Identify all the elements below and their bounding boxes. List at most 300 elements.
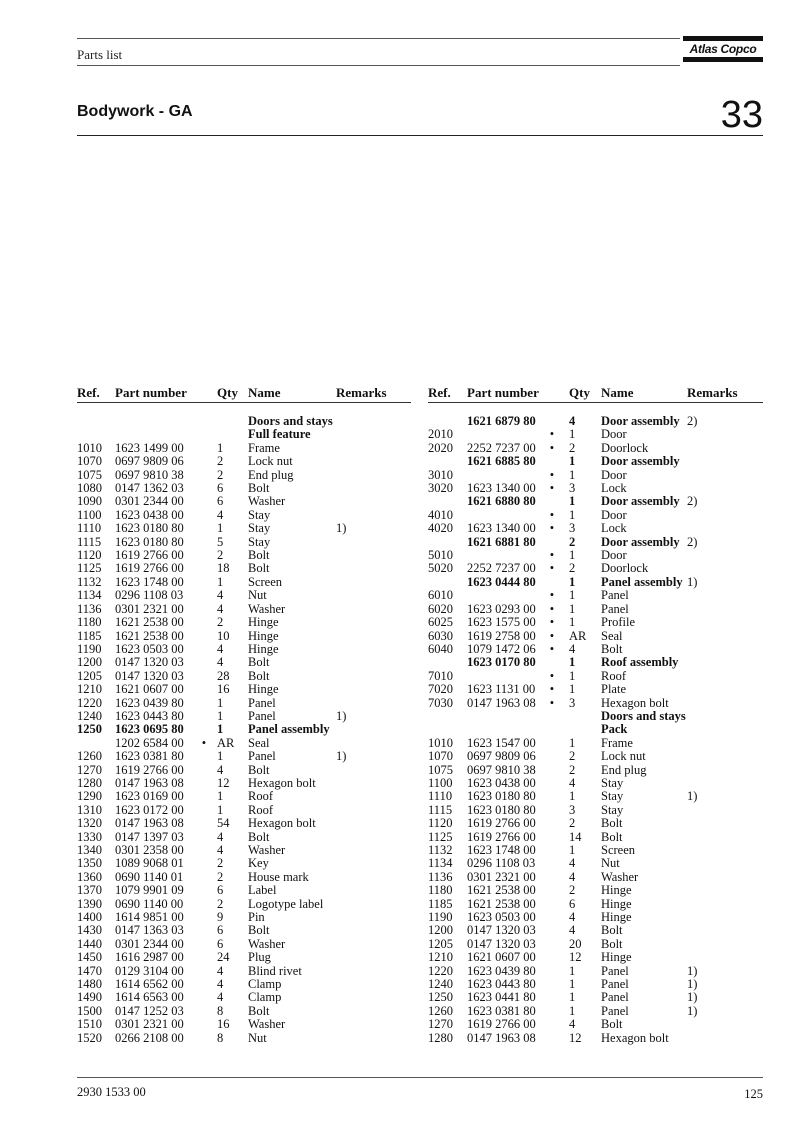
part-number-cell: 0301 2358 00 bbox=[115, 843, 184, 857]
table-row bbox=[428, 991, 763, 1004]
name-cell: Hexagon bolt bbox=[601, 695, 669, 710]
ref-cell: 6020 bbox=[428, 601, 453, 616]
part-number-cell: 1623 1340 00 bbox=[467, 481, 536, 496]
name-cell: Nut bbox=[248, 1030, 267, 1045]
qty-cell: 8 bbox=[217, 1003, 224, 1018]
qty-cell: 54 bbox=[217, 816, 230, 831]
part-number-cell: 1619 2766 00 bbox=[467, 816, 536, 831]
ref-cell: 1110 bbox=[77, 521, 102, 536]
name-cell: Hinge bbox=[601, 910, 632, 925]
ref-cell: 1134 bbox=[77, 588, 102, 603]
table-row bbox=[77, 509, 411, 522]
name-cell: Hinge bbox=[248, 628, 279, 643]
ref-cell: 3020 bbox=[428, 481, 453, 496]
header-rule-top bbox=[77, 38, 680, 39]
part-number-cell: 1623 0441 80 bbox=[467, 990, 536, 1005]
ref-cell: 1110 bbox=[428, 789, 453, 804]
qty-cell: 1 bbox=[569, 735, 576, 750]
part-number-cell: 2252 7237 00 bbox=[467, 561, 536, 576]
brand-logo bbox=[683, 36, 763, 66]
table-row bbox=[428, 844, 763, 857]
part-number-cell: 1079 9901 09 bbox=[115, 883, 184, 898]
table-row bbox=[428, 710, 763, 723]
ref-cell: 1200 bbox=[77, 655, 102, 670]
part-number-cell: 1619 2766 00 bbox=[467, 1017, 536, 1032]
qty-cell: 1 bbox=[569, 454, 576, 469]
qty-cell: 2 bbox=[217, 856, 224, 871]
part-number-cell: 0147 1320 03 bbox=[115, 655, 184, 670]
qty-cell: 12 bbox=[569, 1030, 582, 1045]
part-number-cell: 1621 2538 00 bbox=[115, 615, 184, 630]
qty-cell: 12 bbox=[569, 950, 582, 965]
name-cell: Hexagon bolt bbox=[601, 1030, 669, 1045]
table-row bbox=[77, 1018, 411, 1031]
ref-cell: 7030 bbox=[428, 695, 453, 710]
col-header-ref: Ref. bbox=[77, 385, 100, 400]
ref-cell: 1220 bbox=[77, 695, 102, 710]
part-number-cell: 1623 1547 00 bbox=[467, 735, 536, 750]
table-row bbox=[428, 576, 763, 589]
table-row bbox=[428, 683, 763, 696]
table-row bbox=[428, 978, 763, 991]
qty-cell: 4 bbox=[217, 601, 224, 616]
name-cell: Roof assembly bbox=[601, 655, 679, 670]
part-number-cell: 0147 1320 03 bbox=[115, 668, 184, 683]
ref-cell: 6010 bbox=[428, 588, 453, 603]
ref-cell: 1075 bbox=[428, 762, 453, 777]
subassembly-bullet: • bbox=[549, 507, 555, 522]
table-row bbox=[428, 603, 763, 616]
ref-cell: 1136 bbox=[428, 869, 453, 884]
table-row bbox=[77, 536, 411, 549]
table-header bbox=[77, 385, 411, 400]
table-row bbox=[77, 415, 411, 428]
remarks-cell: 1) bbox=[687, 977, 698, 992]
part-number-cell: 0690 1140 01 bbox=[115, 869, 184, 884]
table-row bbox=[428, 589, 763, 602]
name-cell: Stay bbox=[601, 802, 624, 817]
page-title: Bodywork - GA bbox=[77, 103, 193, 120]
table-row bbox=[428, 804, 763, 817]
subassembly-bullet: • bbox=[549, 615, 555, 630]
part-number-cell: 1619 2766 00 bbox=[115, 548, 184, 563]
name-cell: Bolt bbox=[248, 923, 270, 938]
qty-cell: 4 bbox=[217, 843, 224, 857]
name-cell: Washer bbox=[248, 843, 286, 857]
ref-cell: 1220 bbox=[428, 963, 453, 978]
table-body bbox=[77, 415, 411, 1045]
ref-cell: 1080 bbox=[77, 481, 102, 496]
table-row bbox=[428, 643, 763, 656]
qty-cell: 28 bbox=[217, 668, 230, 683]
table-row bbox=[77, 978, 411, 991]
subassembly-bullet: • bbox=[549, 588, 555, 603]
part-number-cell: 1623 0180 80 bbox=[115, 534, 184, 549]
qty-cell: 2 bbox=[217, 454, 224, 469]
part-number-cell: 1623 1131 00 bbox=[467, 682, 536, 697]
name-cell: Bolt bbox=[601, 641, 623, 656]
qty-cell: 1 bbox=[217, 722, 224, 737]
table-row bbox=[77, 817, 411, 830]
table-row bbox=[77, 1005, 411, 1018]
qty-cell: 1 bbox=[569, 548, 576, 563]
qty-cell: 5 bbox=[217, 534, 224, 549]
ref-cell: 1205 bbox=[428, 936, 453, 951]
name-cell: Label bbox=[248, 883, 277, 898]
part-number-cell: 1621 0607 00 bbox=[115, 682, 184, 697]
part-number-cell: 0690 1140 00 bbox=[115, 896, 184, 911]
col-header-part-number: Part number bbox=[115, 385, 187, 400]
name-cell: Washer bbox=[248, 601, 286, 616]
qty-cell: 4 bbox=[217, 829, 224, 844]
subassembly-bullet: • bbox=[549, 682, 555, 697]
ref-cell: 1310 bbox=[77, 802, 102, 817]
ref-cell: 1125 bbox=[77, 561, 102, 576]
table-row bbox=[428, 455, 763, 468]
part-number-cell: 1623 0439 80 bbox=[467, 963, 536, 978]
name-cell: Washer bbox=[248, 494, 286, 509]
qty-cell: 4 bbox=[217, 990, 224, 1005]
qty-cell: 1 bbox=[217, 749, 224, 764]
qty-cell: 4 bbox=[217, 507, 224, 522]
ref-cell: 2020 bbox=[428, 440, 453, 455]
remarks-cell: 1) bbox=[687, 963, 698, 978]
name-cell: Doorlock bbox=[601, 561, 649, 576]
name-cell: Lock nut bbox=[248, 454, 293, 469]
ref-cell: 1120 bbox=[428, 816, 453, 831]
part-number-cell: 0296 1108 03 bbox=[467, 856, 536, 871]
table-row bbox=[77, 898, 411, 911]
name-cell: House mark bbox=[248, 869, 309, 884]
part-number-cell: 1621 6880 80 bbox=[467, 494, 536, 509]
part-number-cell: 1623 0381 80 bbox=[115, 749, 184, 764]
part-number-cell: 0147 1320 03 bbox=[467, 923, 536, 938]
part-number-cell: 1621 6881 80 bbox=[467, 534, 536, 549]
header-rule-bottom bbox=[77, 65, 680, 66]
qty-cell: 2 bbox=[569, 440, 576, 455]
table-row bbox=[428, 764, 763, 777]
qty-cell: 3 bbox=[569, 695, 576, 710]
part-number-cell: 0301 2344 00 bbox=[115, 936, 184, 951]
ref-cell: 1134 bbox=[428, 856, 453, 871]
subassembly-bullet: • bbox=[549, 467, 555, 482]
part-number-cell: 1623 0438 00 bbox=[115, 507, 184, 522]
qty-cell: 2 bbox=[217, 548, 224, 563]
part-number-cell: 1079 1472 06 bbox=[467, 641, 536, 656]
table-row bbox=[428, 522, 763, 535]
table-row bbox=[428, 442, 763, 455]
qty-cell: 4 bbox=[217, 641, 224, 656]
name-cell: Washer bbox=[248, 1017, 286, 1032]
ref-cell: 1350 bbox=[77, 856, 102, 871]
part-number-cell: 2252 7237 00 bbox=[467, 440, 536, 455]
table-header bbox=[428, 385, 763, 400]
ref-cell: 1500 bbox=[77, 1003, 102, 1018]
name-cell: Hinge bbox=[248, 682, 279, 697]
ref-cell: 1115 bbox=[428, 802, 453, 817]
name-cell: Door bbox=[601, 507, 627, 522]
subassembly-bullet: • bbox=[549, 548, 555, 563]
qty-cell: 4 bbox=[569, 869, 576, 884]
ref-cell: 6030 bbox=[428, 628, 453, 643]
part-number-cell: 1619 2758 00 bbox=[467, 628, 536, 643]
table-row bbox=[77, 495, 411, 508]
table-row bbox=[77, 670, 411, 683]
table-row bbox=[77, 844, 411, 857]
name-cell: Washer bbox=[601, 869, 639, 884]
table-row bbox=[77, 442, 411, 455]
col-header-qty: Qty bbox=[569, 385, 590, 400]
qty-cell: 20 bbox=[569, 936, 582, 951]
subassembly-bullet: • bbox=[549, 668, 555, 683]
ref-cell: 1090 bbox=[77, 494, 102, 509]
qty-cell: 1 bbox=[569, 494, 576, 509]
table-row bbox=[77, 482, 411, 495]
subassembly-bullet: • bbox=[549, 561, 555, 576]
qty-cell: 4 bbox=[217, 977, 224, 992]
name-cell: Panel bbox=[601, 601, 629, 616]
name-cell: Screen bbox=[601, 843, 636, 857]
name-cell: Stay bbox=[248, 521, 271, 536]
table-row bbox=[428, 1032, 763, 1045]
table-row bbox=[77, 831, 411, 844]
qty-cell: 3 bbox=[569, 481, 576, 496]
name-cell: Panel bbox=[601, 1003, 629, 1018]
qty-cell: 2 bbox=[217, 869, 224, 884]
brand-logo-text: Atlas Copco bbox=[689, 42, 757, 56]
part-number-cell: 0147 1963 08 bbox=[115, 816, 184, 831]
part-number-cell: 1623 0439 80 bbox=[115, 695, 184, 710]
ref-cell: 6025 bbox=[428, 615, 453, 630]
name-cell: Bolt bbox=[601, 829, 623, 844]
table-row bbox=[428, 723, 763, 736]
part-number-cell: 1623 1748 00 bbox=[115, 574, 184, 589]
qty-cell: 8 bbox=[217, 1030, 224, 1045]
title-rule bbox=[77, 135, 763, 136]
table-row bbox=[77, 469, 411, 482]
table-row bbox=[428, 951, 763, 964]
ref-cell: 1430 bbox=[77, 923, 102, 938]
name-cell: Pack bbox=[601, 722, 628, 737]
table-row bbox=[77, 804, 411, 817]
name-cell: Panel assembly bbox=[601, 574, 683, 589]
part-number-cell: 0301 2344 00 bbox=[115, 494, 184, 509]
table-row bbox=[77, 951, 411, 964]
qty-cell: 1 bbox=[569, 574, 576, 589]
subassembly-bullet: • bbox=[549, 427, 555, 442]
parts-table-left bbox=[77, 385, 411, 1045]
qty-cell: 3 bbox=[569, 521, 576, 536]
part-number-cell: 1623 1748 00 bbox=[467, 843, 536, 857]
name-cell: Nut bbox=[248, 588, 267, 603]
name-cell: Panel bbox=[248, 749, 276, 764]
table-row bbox=[428, 670, 763, 683]
qty-cell: 6 bbox=[217, 923, 224, 938]
table-body bbox=[428, 415, 763, 1045]
part-number-cell: 0697 9810 38 bbox=[467, 762, 536, 777]
qty-cell: 4 bbox=[569, 910, 576, 925]
name-cell: End plug bbox=[601, 762, 647, 777]
table-row bbox=[428, 549, 763, 562]
qty-cell: 2 bbox=[217, 467, 224, 482]
ref-cell: 1190 bbox=[77, 641, 102, 656]
qty-cell: 1 bbox=[569, 668, 576, 683]
ref-cell: 1100 bbox=[77, 507, 102, 522]
ref-cell: 1200 bbox=[428, 923, 453, 938]
table-row bbox=[77, 603, 411, 616]
qty-cell: 2 bbox=[217, 896, 224, 911]
remarks-cell: 1) bbox=[687, 574, 698, 589]
ref-cell: 1185 bbox=[77, 628, 102, 643]
part-number-cell: 1623 0180 80 bbox=[115, 521, 184, 536]
name-cell: Hexagon bolt bbox=[248, 775, 316, 790]
part-number-cell: 0147 1363 03 bbox=[115, 923, 184, 938]
name-cell: Bolt bbox=[601, 816, 623, 831]
table-row bbox=[77, 924, 411, 937]
name-cell: Door assembly bbox=[601, 414, 680, 428]
part-number-cell: 1623 0503 00 bbox=[115, 641, 184, 656]
ref-cell: 1360 bbox=[77, 869, 102, 884]
ref-cell: 1070 bbox=[77, 454, 102, 469]
part-number-cell: 1614 9851 00 bbox=[115, 910, 184, 925]
table-row bbox=[428, 616, 763, 629]
table-row bbox=[428, 482, 763, 495]
table-row bbox=[77, 576, 411, 589]
part-number-cell: 1623 0293 00 bbox=[467, 601, 536, 616]
qty-cell: 14 bbox=[569, 829, 582, 844]
table-row bbox=[77, 710, 411, 723]
table-row bbox=[77, 549, 411, 562]
qty-cell: 1 bbox=[569, 588, 576, 603]
name-cell: Hexagon bolt bbox=[248, 816, 316, 831]
name-cell: Plate bbox=[601, 682, 626, 697]
name-cell: Stay bbox=[601, 789, 624, 804]
table-row bbox=[77, 790, 411, 803]
name-cell: Logotype label bbox=[248, 896, 324, 911]
part-number-cell: 0697 9809 06 bbox=[467, 749, 536, 764]
name-cell: Lock nut bbox=[601, 749, 646, 764]
ref-cell: 1400 bbox=[77, 910, 102, 925]
ref-cell: 1250 bbox=[77, 722, 102, 737]
ref-cell: 1210 bbox=[77, 682, 102, 697]
qty-cell: 1 bbox=[569, 615, 576, 630]
name-cell: Profile bbox=[601, 615, 636, 630]
name-cell: Screen bbox=[248, 574, 283, 589]
name-cell: Panel bbox=[601, 588, 629, 603]
part-number-cell: 1621 6885 80 bbox=[467, 454, 536, 469]
name-cell: Hinge bbox=[248, 641, 279, 656]
qty-cell: 2 bbox=[569, 762, 576, 777]
name-cell: Lock bbox=[601, 481, 627, 496]
part-number-cell: 1619 2766 00 bbox=[115, 561, 184, 576]
col-header-part-number: Part number bbox=[467, 385, 539, 400]
qty-cell: AR bbox=[217, 735, 235, 750]
part-number-cell: 1619 2766 00 bbox=[115, 762, 184, 777]
table-row bbox=[77, 589, 411, 602]
remarks-cell: 2) bbox=[687, 414, 698, 428]
ref-cell: 1270 bbox=[428, 1017, 453, 1032]
ref-cell: 1470 bbox=[77, 963, 102, 978]
name-cell: Doorlock bbox=[601, 440, 649, 455]
table-row bbox=[77, 764, 411, 777]
qty-cell: 1 bbox=[569, 427, 576, 442]
table-row bbox=[77, 522, 411, 535]
qty-cell: 1 bbox=[569, 507, 576, 522]
table-row bbox=[428, 415, 763, 428]
name-cell: Clamp bbox=[248, 977, 282, 992]
table-row bbox=[77, 616, 411, 629]
name-cell: Bolt bbox=[248, 561, 270, 576]
part-number-cell: 0147 1320 03 bbox=[467, 936, 536, 951]
table-row bbox=[77, 656, 411, 669]
table-row bbox=[77, 455, 411, 468]
table-row bbox=[77, 562, 411, 575]
part-number-cell: 0697 9810 38 bbox=[115, 467, 184, 482]
qty-cell: 18 bbox=[217, 561, 230, 576]
part-number-cell: 0129 3104 00 bbox=[115, 963, 184, 978]
name-cell: Panel bbox=[601, 963, 629, 978]
table-row bbox=[77, 737, 411, 750]
part-number-cell: 0266 2108 00 bbox=[115, 1030, 184, 1045]
part-number-cell: 1623 0443 80 bbox=[467, 977, 536, 992]
table-row bbox=[77, 871, 411, 884]
name-cell: Bolt bbox=[601, 936, 623, 951]
subassembly-bullet: • bbox=[549, 695, 555, 710]
subassembly-bullet: • bbox=[549, 628, 555, 643]
part-number-cell: 0147 1397 03 bbox=[115, 829, 184, 844]
ref-cell: 1010 bbox=[428, 735, 453, 750]
name-cell: Hinge bbox=[601, 950, 632, 965]
table-row bbox=[77, 643, 411, 656]
qty-cell: 6 bbox=[217, 883, 224, 898]
name-cell: Panel bbox=[601, 977, 629, 992]
name-cell: Stay bbox=[601, 775, 624, 790]
document-number: 2930 1533 00 bbox=[77, 1085, 146, 1099]
remarks-cell: 2) bbox=[687, 534, 698, 549]
name-cell: Clamp bbox=[248, 990, 282, 1005]
ref-cell: 1120 bbox=[77, 548, 102, 563]
qty-cell: 1 bbox=[217, 440, 224, 455]
name-cell: Hinge bbox=[601, 883, 632, 898]
qty-cell: 6 bbox=[217, 936, 224, 951]
section-number: 33 bbox=[720, 94, 763, 136]
part-number-cell: 1621 2538 00 bbox=[467, 883, 536, 898]
table-row bbox=[428, 469, 763, 482]
table-row bbox=[77, 777, 411, 790]
remarks-cell: 1) bbox=[336, 749, 347, 764]
name-cell: Bolt bbox=[248, 655, 270, 670]
remarks-cell: 1) bbox=[687, 1003, 698, 1018]
ref-cell: 1125 bbox=[428, 829, 453, 844]
part-number-cell: 1623 1499 00 bbox=[115, 440, 184, 455]
ref-cell: 7010 bbox=[428, 668, 453, 683]
name-cell: Hinge bbox=[601, 896, 632, 911]
part-number-cell: 1623 0180 80 bbox=[467, 789, 536, 804]
col-header-ref: Ref. bbox=[428, 385, 451, 400]
part-number-cell: 1623 1340 00 bbox=[467, 521, 536, 536]
ref-cell: 1190 bbox=[428, 910, 453, 925]
part-number-cell: 1623 0695 80 bbox=[115, 722, 184, 737]
table-row bbox=[428, 562, 763, 575]
qty-cell: 1 bbox=[569, 682, 576, 697]
table-row bbox=[77, 857, 411, 870]
qty-cell: 1 bbox=[569, 467, 576, 482]
qty-cell: 1 bbox=[217, 708, 224, 723]
ref-cell: 1205 bbox=[77, 668, 102, 683]
ref-cell: 1075 bbox=[77, 467, 102, 482]
remarks-cell: 1) bbox=[336, 708, 347, 723]
part-number-cell: 0147 1362 03 bbox=[115, 481, 184, 496]
